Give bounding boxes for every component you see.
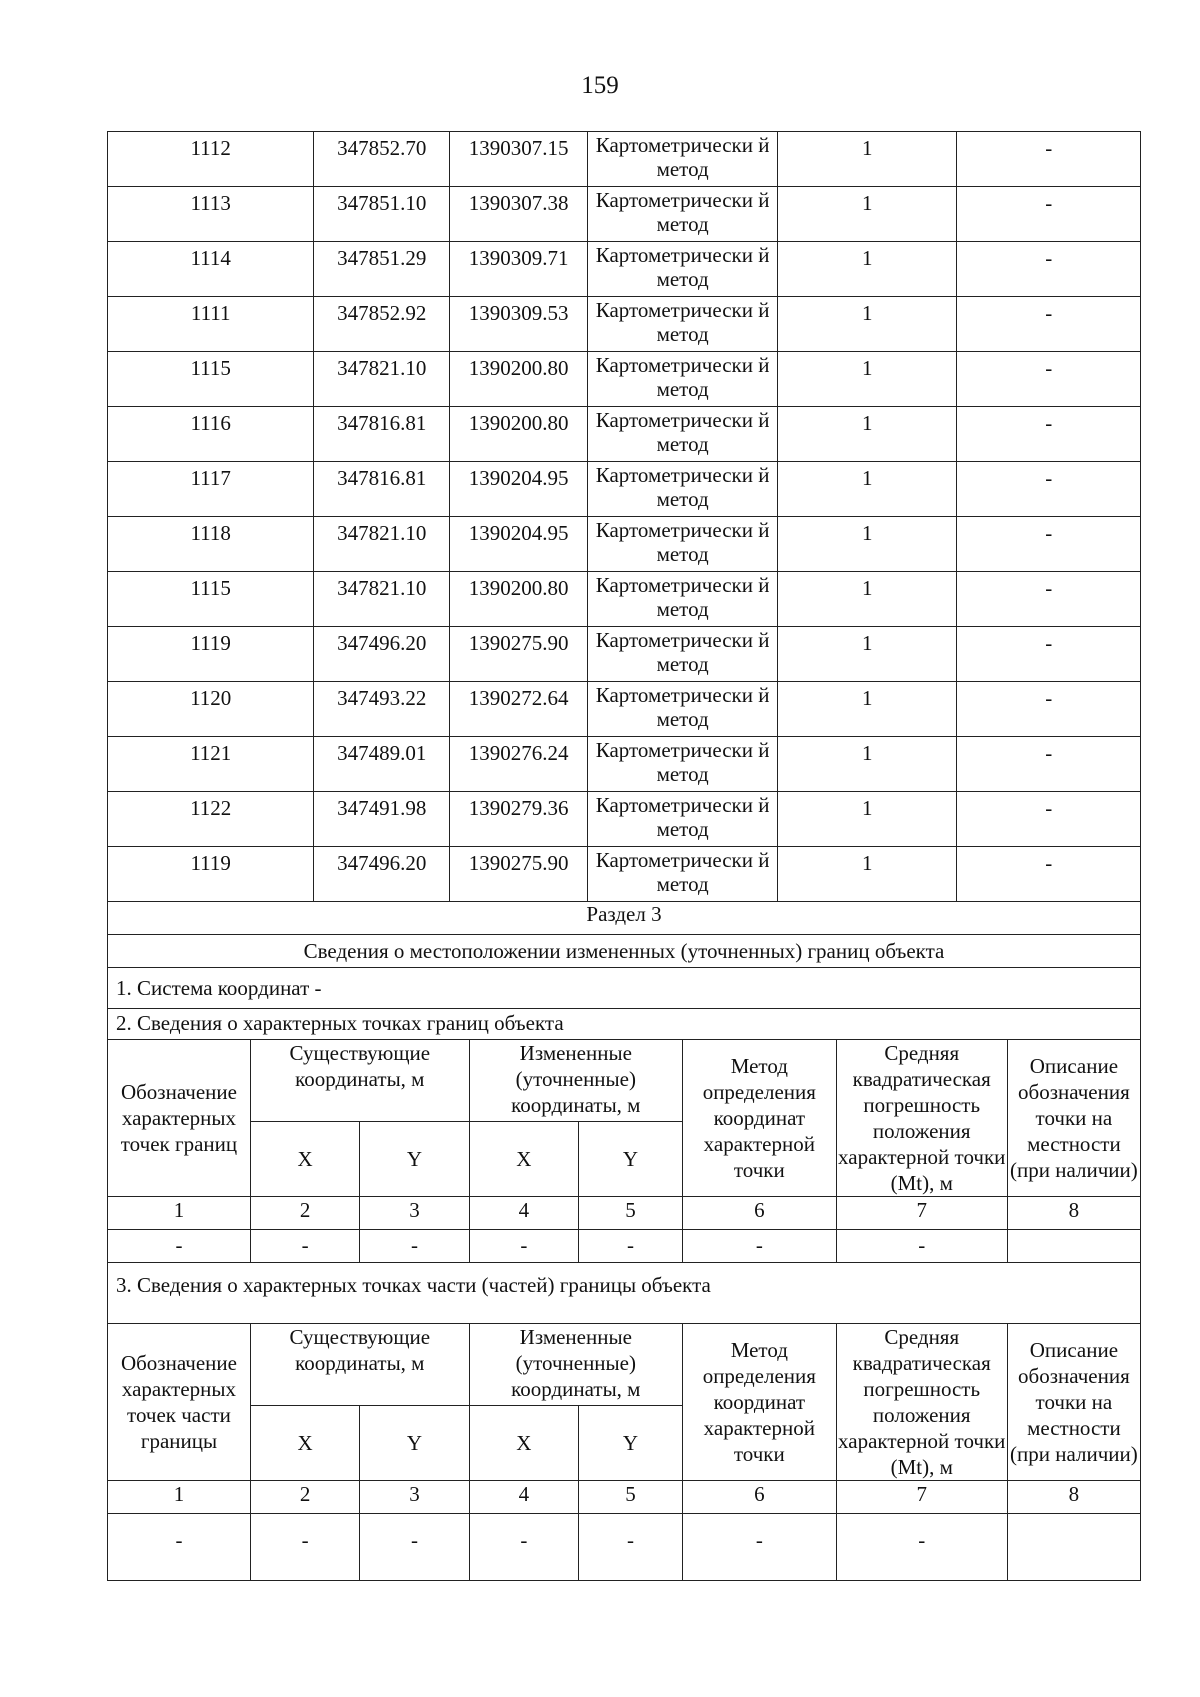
point-id-cell: 1113 [108, 187, 314, 242]
method-cell: Картометрически й метод [588, 517, 778, 572]
parts-accuracy-header: Средняя квадратическая погрешность положения характерной точки (Mt), м [838, 1325, 1006, 1479]
points-description-header: Описание обозначения точки на местности (при наличии) [1007, 1040, 1140, 1197]
x-coordinate-cell: 347821.10 [314, 352, 450, 407]
point-id-cell: 1121 [108, 737, 314, 792]
x-coordinate-cell: 347496.20 [314, 847, 450, 902]
description-cell: - [957, 682, 1141, 737]
table-row [108, 132, 1141, 187]
parts-changed-x-header: X [469, 1405, 578, 1480]
table-row [108, 297, 1141, 352]
accuracy-cell: 1 [778, 242, 957, 297]
description-cell: - [957, 462, 1141, 517]
y-coordinate-cell: 1390275.90 [450, 627, 588, 682]
x-coordinate-cell: 347851.29 [314, 242, 450, 297]
column-number-cell: 7 [836, 1481, 1007, 1514]
column-number-cell: 4 [469, 1197, 578, 1230]
x-coordinate-cell: 347821.10 [314, 572, 450, 627]
points-changed-header: Измененные (уточненные) координаты, м [469, 1040, 682, 1122]
parts-heading: 3. Сведения о характерных точках части (частей) границы объекта [108, 1263, 1141, 1324]
description-cell: - [957, 297, 1141, 352]
column-number-cell: 3 [360, 1481, 469, 1514]
description-cell: - [957, 517, 1141, 572]
accuracy-cell: 1 [778, 517, 957, 572]
page-number: 159 [581, 72, 619, 99]
table-row [108, 352, 1141, 407]
x-coordinate-cell: 347489.01 [314, 737, 450, 792]
point-id-cell: 1114 [108, 242, 314, 297]
column-number-cell: 6 [682, 1197, 836, 1230]
description-cell: - [957, 572, 1141, 627]
parts-existing-header: Существующие координаты, м [250, 1324, 469, 1406]
point-id-cell: 1111 [108, 297, 314, 352]
points-designation-header: Обозначение характерных точек границ [108, 1040, 251, 1197]
table-row [108, 517, 1141, 572]
points-method-header: Метод определения координат характерной точки [682, 1040, 836, 1197]
description-cell: - [957, 187, 1141, 242]
x-coordinate-cell: 347852.92 [314, 297, 450, 352]
accuracy-cell: 1 [778, 462, 957, 517]
y-coordinate-cell: 1390307.15 [450, 132, 588, 187]
table-row [108, 847, 1141, 902]
method-cell: Картометрически й метод [588, 682, 778, 737]
method-cell: Картометрически й метод [588, 132, 778, 187]
accuracy-cell: 1 [778, 792, 957, 847]
points-existing-x-header: X [250, 1121, 359, 1196]
accuracy-cell: 1 [778, 132, 957, 187]
table-row [108, 792, 1141, 847]
method-cell: Картометрически й метод [588, 737, 778, 792]
coordinates-table [107, 131, 1141, 902]
column-number-cell: 6 [682, 1481, 836, 1514]
empty-value-cell: - [108, 1230, 251, 1263]
x-coordinate-cell: 347821.10 [314, 517, 450, 572]
table-row [108, 462, 1141, 517]
point-id-cell: 1120 [108, 682, 314, 737]
column-number-cell: 7 [836, 1197, 1007, 1230]
description-cell: - [957, 352, 1141, 407]
points-existing-y-header: Y [360, 1121, 469, 1196]
point-id-cell: 1115 [108, 572, 314, 627]
y-coordinate-cell: 1390309.71 [450, 242, 588, 297]
table-row [108, 407, 1141, 462]
parts-existing-x-header: X [250, 1405, 359, 1480]
points-changed-y-header: Y [579, 1121, 683, 1196]
section-3-table [107, 901, 1141, 1581]
empty-value-cell [1007, 1230, 1140, 1263]
point-id-cell: 1112 [108, 132, 314, 187]
table-row [108, 682, 1141, 737]
y-coordinate-cell: 1390204.95 [450, 517, 588, 572]
method-cell: Картометрически й метод [588, 187, 778, 242]
empty-value-cell: - [250, 1230, 359, 1263]
column-number-cell: 3 [360, 1197, 469, 1230]
column-number-cell: 8 [1007, 1481, 1140, 1514]
point-id-cell: 1122 [108, 792, 314, 847]
accuracy-cell: 1 [778, 627, 957, 682]
method-cell: Картометрически й метод [588, 297, 778, 352]
point-id-cell: 1118 [108, 517, 314, 572]
empty-value-cell: - [836, 1230, 1007, 1263]
method-cell: Картометрически й метод [588, 572, 778, 627]
points-heading: 2. Сведения о характерных точках границ объекта [108, 1009, 1141, 1040]
description-cell: - [957, 737, 1141, 792]
accuracy-cell: 1 [778, 737, 957, 792]
y-coordinate-cell: 1390200.80 [450, 407, 588, 462]
column-number-cell: 5 [579, 1481, 683, 1514]
y-coordinate-cell: 1390309.53 [450, 297, 588, 352]
empty-value-cell: - [360, 1514, 469, 1581]
y-coordinate-cell: 1390200.80 [450, 352, 588, 407]
points-accuracy-header: Средняя квадратическая погрешность положения характерной точки (Mt), м [838, 1041, 1006, 1195]
point-id-cell: 1119 [108, 627, 314, 682]
column-number-cell: 4 [469, 1481, 578, 1514]
column-number-cell: 1 [108, 1481, 251, 1514]
description-cell: - [957, 847, 1141, 902]
empty-value-cell: - [579, 1514, 683, 1581]
description-cell: - [957, 627, 1141, 682]
method-cell: Картометрически й метод [588, 847, 778, 902]
empty-value-cell: - [579, 1230, 683, 1263]
parts-changed-y-header: Y [579, 1405, 683, 1480]
y-coordinate-cell: 1390272.64 [450, 682, 588, 737]
x-coordinate-cell: 347816.81 [314, 462, 450, 517]
method-cell: Картометрически й метод [588, 627, 778, 682]
y-coordinate-cell: 1390276.24 [450, 737, 588, 792]
accuracy-cell: 1 [778, 847, 957, 902]
method-cell: Картометрически й метод [588, 462, 778, 517]
description-cell: - [957, 132, 1141, 187]
parts-method-header: Метод определения координат характерной точки [682, 1324, 836, 1481]
method-cell: Картометрически й метод [588, 242, 778, 297]
empty-value-cell: - [469, 1514, 578, 1581]
table-row [108, 242, 1141, 297]
column-number-cell: 5 [579, 1197, 683, 1230]
points-existing-header: Существующие координаты, м [250, 1040, 469, 1122]
column-number-cell: 8 [1007, 1197, 1140, 1230]
y-coordinate-cell: 1390279.36 [450, 792, 588, 847]
method-cell: Картометрически й метод [588, 352, 778, 407]
x-coordinate-cell: 347493.22 [314, 682, 450, 737]
x-coordinate-cell: 347852.70 [314, 132, 450, 187]
y-coordinate-cell: 1390204.95 [450, 462, 588, 517]
empty-value-cell: - [469, 1230, 578, 1263]
column-number-cell: 2 [250, 1197, 359, 1230]
table-row [108, 187, 1141, 242]
parts-changed-header: Измененные (уточненные) координаты, м [469, 1324, 682, 1406]
accuracy-cell: 1 [778, 297, 957, 352]
description-cell: - [957, 792, 1141, 847]
section-title: Раздел 3 [108, 902, 1141, 935]
empty-value-cell [1007, 1514, 1140, 1581]
point-id-cell: 1115 [108, 352, 314, 407]
empty-value-cell: - [682, 1514, 836, 1581]
point-id-cell: 1116 [108, 407, 314, 462]
table-row [108, 572, 1141, 627]
accuracy-cell: 1 [778, 187, 957, 242]
x-coordinate-cell: 347851.10 [314, 187, 450, 242]
description-cell: - [957, 242, 1141, 297]
y-coordinate-cell: 1390200.80 [450, 572, 588, 627]
section-subtitle: Сведения о местоположении измененных (уточненных) границ объекта [108, 935, 1141, 968]
x-coordinate-cell: 347491.98 [314, 792, 450, 847]
table-row [108, 737, 1141, 792]
column-number-cell: 2 [250, 1481, 359, 1514]
accuracy-cell: 1 [778, 682, 957, 737]
empty-value-cell: - [108, 1514, 251, 1581]
empty-value-cell: - [250, 1514, 359, 1581]
empty-value-cell: - [360, 1230, 469, 1263]
method-cell: Картометрически й метод [588, 407, 778, 462]
description-cell: - [957, 407, 1141, 462]
parts-designation-header: Обозначение характерных точек части границы [108, 1324, 251, 1481]
x-coordinate-cell: 347496.20 [314, 627, 450, 682]
y-coordinate-cell: 1390307.38 [450, 187, 588, 242]
method-cell: Картометрически й метод [588, 792, 778, 847]
x-coordinate-cell: 347816.81 [314, 407, 450, 462]
parts-description-header: Описание обозначения точки на местности (при наличии) [1007, 1324, 1140, 1481]
point-id-cell: 1117 [108, 462, 314, 517]
parts-existing-y-header: Y [360, 1405, 469, 1480]
empty-value-cell: - [682, 1230, 836, 1263]
coord-system-line: 1. Система координат - [108, 968, 1141, 1009]
accuracy-cell: 1 [778, 407, 957, 462]
accuracy-cell: 1 [778, 352, 957, 407]
y-coordinate-cell: 1390275.90 [450, 847, 588, 902]
column-number-cell: 1 [108, 1197, 251, 1230]
accuracy-cell: 1 [778, 572, 957, 627]
table-row [108, 627, 1141, 682]
points-changed-x-header: X [469, 1121, 578, 1196]
empty-value-cell: - [836, 1514, 1007, 1581]
point-id-cell: 1119 [108, 847, 314, 902]
